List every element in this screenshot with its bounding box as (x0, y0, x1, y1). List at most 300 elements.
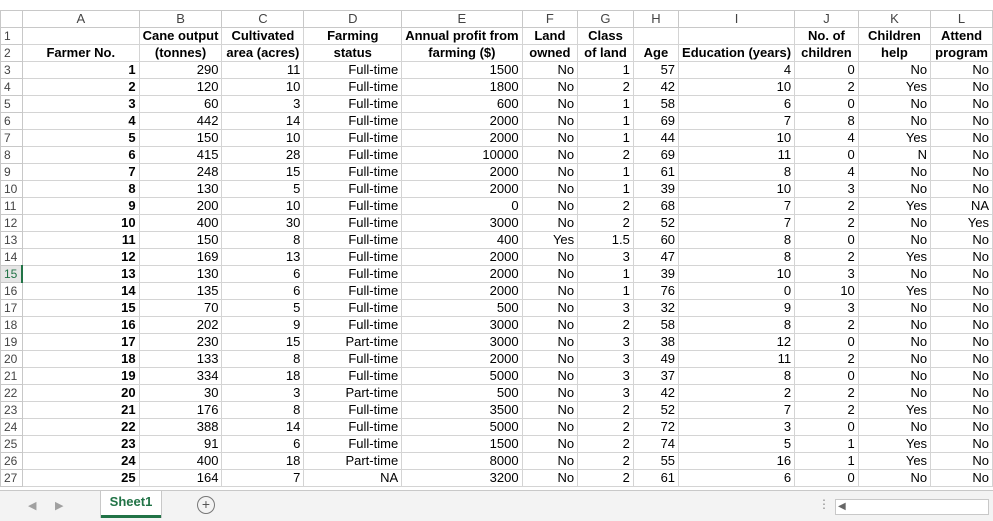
add-sheet-icon[interactable]: + (197, 496, 215, 514)
row-header[interactable]: 19 (1, 334, 23, 351)
cell[interactable]: 6 (222, 266, 304, 283)
cell[interactable]: 7 (679, 215, 795, 232)
cell[interactable]: 2 (578, 147, 634, 164)
row-header[interactable]: 2 (1, 45, 23, 62)
cell[interactable]: No (858, 164, 930, 181)
cell[interactable]: 169 (139, 249, 222, 266)
row-header[interactable]: 11 (1, 198, 23, 215)
cell[interactable]: 0 (795, 62, 859, 79)
row-header[interactable]: 20 (1, 351, 23, 368)
cell[interactable]: 28 (222, 147, 304, 164)
cell[interactable]: 2 (795, 215, 859, 232)
cell[interactable]: 10 (679, 130, 795, 147)
cell[interactable]: 14 (222, 419, 304, 436)
cell[interactable]: 8 (679, 164, 795, 181)
column-header-b[interactable]: B (139, 11, 222, 28)
row-header[interactable]: 24 (1, 419, 23, 436)
row-header[interactable]: 16 (1, 283, 23, 300)
cell[interactable]: 42 (633, 385, 678, 402)
cell[interactable]: 2 (795, 402, 859, 419)
cell[interactable]: No (931, 419, 993, 436)
cell[interactable]: 7 (679, 402, 795, 419)
cell[interactable]: 18 (22, 351, 139, 368)
cell[interactable]: 11 (679, 147, 795, 164)
cell[interactable]: 7 (22, 164, 139, 181)
horizontal-scrollbar[interactable] (835, 499, 989, 515)
cell[interactable]: 30 (139, 385, 222, 402)
cell[interactable]: 1.5 (578, 232, 634, 249)
cell[interactable]: 15 (222, 164, 304, 181)
cell[interactable]: 2 (578, 470, 634, 487)
row-header[interactable]: 14 (1, 249, 23, 266)
cell[interactable]: No (522, 215, 578, 232)
row-header[interactable]: 15 (1, 266, 23, 283)
cell[interactable]: 6 (222, 283, 304, 300)
cell[interactable]: 57 (633, 62, 678, 79)
cell[interactable]: 2000 (402, 130, 522, 147)
select-all-corner[interactable] (1, 11, 23, 28)
cell[interactable]: Full-time (304, 283, 402, 300)
cell[interactable]: 2 (578, 317, 634, 334)
more-options-icon[interactable]: ⋮ (818, 497, 830, 511)
row-header[interactable]: 10 (1, 181, 23, 198)
cell[interactable]: 5 (222, 300, 304, 317)
cell[interactable]: 14 (22, 283, 139, 300)
cell[interactable]: 200 (139, 198, 222, 215)
row-header[interactable]: 3 (1, 62, 23, 79)
cell[interactable]: 69 (633, 113, 678, 130)
cell[interactable]: 1 (578, 181, 634, 198)
cell[interactable]: 1 (795, 436, 859, 453)
cell[interactable]: 2000 (402, 351, 522, 368)
column-header-f[interactable]: F (522, 11, 578, 28)
cell[interactable]: 3 (578, 351, 634, 368)
column-title-cell[interactable]: Age (633, 45, 678, 62)
row-header[interactable]: 23 (1, 402, 23, 419)
cell[interactable]: 16 (22, 317, 139, 334)
cell[interactable]: 60 (139, 96, 222, 113)
cell[interactable]: No (522, 453, 578, 470)
cell[interactable]: No (522, 419, 578, 436)
cell[interactable]: 500 (402, 385, 522, 402)
cell[interactable]: No (931, 385, 993, 402)
cell[interactable]: 2000 (402, 266, 522, 283)
column-header-h[interactable]: H (633, 11, 678, 28)
next-sheet-icon[interactable]: ▶ (55, 500, 64, 512)
cell[interactable]: 2000 (402, 181, 522, 198)
cell[interactable]: NA (304, 470, 402, 487)
cell[interactable]: No (522, 164, 578, 181)
cell[interactable]: 11 (222, 62, 304, 79)
row-header[interactable]: 17 (1, 300, 23, 317)
cell[interactable]: No (931, 96, 993, 113)
cell[interactable]: Full-time (304, 181, 402, 198)
cell[interactable]: Yes (858, 130, 930, 147)
cell[interactable]: 47 (633, 249, 678, 266)
cell[interactable]: 0 (402, 198, 522, 215)
cell[interactable]: Full-time (304, 79, 402, 96)
cell[interactable]: No (931, 249, 993, 266)
cell[interactable]: 15 (222, 334, 304, 351)
cell[interactable]: 1 (578, 283, 634, 300)
cell[interactable]: 500 (402, 300, 522, 317)
cell[interactable]: No (858, 96, 930, 113)
cell[interactable]: 4 (795, 130, 859, 147)
cell[interactable]: 10 (679, 79, 795, 96)
column-header-e[interactable]: E (402, 11, 522, 28)
cell[interactable]: 4 (795, 164, 859, 181)
cell[interactable]: 22 (22, 419, 139, 436)
cell[interactable]: No (931, 334, 993, 351)
cell[interactable]: No (522, 79, 578, 96)
cell[interactable]: 19 (22, 368, 139, 385)
cell[interactable]: 150 (139, 232, 222, 249)
cell[interactable]: 3 (679, 419, 795, 436)
cell[interactable]: 61 (633, 164, 678, 181)
cell[interactable]: No (931, 266, 993, 283)
cell[interactable]: 3 (578, 368, 634, 385)
row-header[interactable]: 22 (1, 385, 23, 402)
column-header-j[interactable]: J (795, 11, 859, 28)
cell[interactable]: 25 (22, 470, 139, 487)
cell[interactable]: No (858, 181, 930, 198)
cell[interactable]: 0 (795, 147, 859, 164)
cell[interactable]: 24 (22, 453, 139, 470)
cell[interactable]: No (931, 62, 993, 79)
cell[interactable]: 1 (578, 164, 634, 181)
cell[interactable]: 18 (222, 453, 304, 470)
cell[interactable]: 17 (22, 334, 139, 351)
cell[interactable]: Full-time (304, 198, 402, 215)
cell[interactable]: 2 (578, 215, 634, 232)
cell[interactable]: Full-time (304, 249, 402, 266)
cell[interactable]: No (522, 334, 578, 351)
cell[interactable]: N (858, 147, 930, 164)
cell[interactable]: No (931, 300, 993, 317)
cell[interactable]: 8 (22, 181, 139, 198)
cell[interactable]: No (931, 317, 993, 334)
cell[interactable]: 69 (633, 147, 678, 164)
cell[interactable]: 3000 (402, 215, 522, 232)
cell[interactable]: 1 (22, 62, 139, 79)
cell[interactable]: 164 (139, 470, 222, 487)
cell[interactable]: Yes (858, 402, 930, 419)
cell[interactable]: 1500 (402, 62, 522, 79)
row-header[interactable]: 18 (1, 317, 23, 334)
cell[interactable]: 0 (795, 419, 859, 436)
cell[interactable]: No (522, 300, 578, 317)
cell[interactable]: 6 (679, 470, 795, 487)
cell[interactable]: 37 (633, 368, 678, 385)
cell[interactable]: Yes (931, 215, 993, 232)
cell[interactable]: 76 (633, 283, 678, 300)
cell[interactable]: 5 (679, 436, 795, 453)
cell[interactable]: 70 (139, 300, 222, 317)
cell[interactable]: 91 (139, 436, 222, 453)
column-title-cell[interactable]: owned (522, 45, 578, 62)
cell[interactable]: No (522, 368, 578, 385)
cell[interactable]: No (931, 283, 993, 300)
cell[interactable]: 5000 (402, 368, 522, 385)
cell[interactable]: 68 (633, 198, 678, 215)
cell[interactable]: 12 (22, 249, 139, 266)
cell[interactable]: No (931, 181, 993, 198)
cell[interactable]: 58 (633, 96, 678, 113)
cell[interactable]: 415 (139, 147, 222, 164)
cell[interactable]: 10 (679, 266, 795, 283)
cell[interactable]: 2 (578, 419, 634, 436)
cell[interactable]: 14 (222, 113, 304, 130)
cell[interactable]: No (522, 249, 578, 266)
cell[interactable]: NA (931, 198, 993, 215)
cell[interactable]: 334 (139, 368, 222, 385)
column-header-k[interactable]: K (858, 11, 930, 28)
cell[interactable]: 3 (22, 96, 139, 113)
cell[interactable]: 2000 (402, 283, 522, 300)
cell[interactable]: No (522, 470, 578, 487)
cell[interactable]: 2000 (402, 249, 522, 266)
cell[interactable]: Full-time (304, 232, 402, 249)
cell[interactable]: No (522, 147, 578, 164)
cell[interactable]: No (858, 470, 930, 487)
cell[interactable]: 3500 (402, 402, 522, 419)
cell[interactable]: 2000 (402, 164, 522, 181)
cell[interactable]: No (522, 198, 578, 215)
column-title-cell[interactable] (679, 28, 795, 45)
cell[interactable]: 3 (578, 334, 634, 351)
column-title-cell[interactable]: status (304, 45, 402, 62)
cell[interactable]: Full-time (304, 96, 402, 113)
cell[interactable]: 3 (795, 266, 859, 283)
cell[interactable]: 0 (795, 334, 859, 351)
cell[interactable]: 8 (679, 232, 795, 249)
cell[interactable]: 2 (795, 249, 859, 266)
row-header[interactable]: 8 (1, 147, 23, 164)
cell[interactable]: Yes (858, 436, 930, 453)
cell[interactable]: 10000 (402, 147, 522, 164)
column-header-c[interactable]: C (222, 11, 304, 28)
cell[interactable]: 176 (139, 402, 222, 419)
cell[interactable]: 1 (578, 130, 634, 147)
cell[interactable]: 3 (795, 181, 859, 198)
cell[interactable]: No (931, 113, 993, 130)
cell[interactable]: 49 (633, 351, 678, 368)
cell[interactable]: 2 (795, 79, 859, 96)
cell[interactable]: 2 (578, 436, 634, 453)
cell[interactable]: Full-time (304, 113, 402, 130)
cell[interactable]: Full-time (304, 215, 402, 232)
cell[interactable]: Full-time (304, 164, 402, 181)
cell[interactable]: No (858, 113, 930, 130)
scroll-left-icon[interactable]: ◀ (838, 501, 846, 512)
cell[interactable]: No (858, 351, 930, 368)
cell[interactable]: No (522, 266, 578, 283)
cell[interactable]: 3 (578, 300, 634, 317)
column-header-l[interactable]: L (931, 11, 993, 28)
cell[interactable]: 130 (139, 181, 222, 198)
cell[interactable]: Yes (522, 232, 578, 249)
cell[interactable]: 2 (578, 453, 634, 470)
cell[interactable]: 5 (22, 130, 139, 147)
column-title-cell[interactable]: (tonnes) (139, 45, 222, 62)
cell[interactable]: 44 (633, 130, 678, 147)
column-header-i[interactable]: I (679, 11, 795, 28)
cell[interactable]: Full-time (304, 266, 402, 283)
cell[interactable]: 8 (795, 113, 859, 130)
cell[interactable]: 600 (402, 96, 522, 113)
cell[interactable]: Full-time (304, 402, 402, 419)
cell[interactable]: 3000 (402, 334, 522, 351)
cell[interactable]: 10 (795, 283, 859, 300)
cell[interactable]: No (931, 470, 993, 487)
cell[interactable]: No (931, 402, 993, 419)
column-title-cell[interactable]: of land (578, 45, 634, 62)
cell[interactable]: 16 (679, 453, 795, 470)
cell[interactable]: 135 (139, 283, 222, 300)
column-title-cell[interactable]: help (858, 45, 930, 62)
cell[interactable]: 3 (222, 96, 304, 113)
cell[interactable]: No (522, 181, 578, 198)
column-title-cell[interactable]: Annual profit from (402, 28, 522, 45)
column-title-cell[interactable]: program (931, 45, 993, 62)
cell[interactable]: No (858, 385, 930, 402)
cell[interactable]: No (522, 317, 578, 334)
cell[interactable]: 3000 (402, 317, 522, 334)
cell[interactable]: No (858, 266, 930, 283)
cell[interactable]: 11 (22, 232, 139, 249)
cell[interactable]: 8 (679, 317, 795, 334)
prev-sheet-icon[interactable]: ◀ (28, 500, 37, 512)
cell[interactable]: 388 (139, 419, 222, 436)
column-title-cell[interactable]: Attend (931, 28, 993, 45)
cell[interactable]: 4 (679, 62, 795, 79)
cell[interactable]: No (858, 334, 930, 351)
cell[interactable]: 2 (795, 351, 859, 368)
cell[interactable]: 400 (402, 232, 522, 249)
cell[interactable]: 2 (679, 385, 795, 402)
row-header[interactable]: 12 (1, 215, 23, 232)
cell[interactable]: 74 (633, 436, 678, 453)
cell[interactable]: No (522, 385, 578, 402)
cell[interactable]: No (931, 79, 993, 96)
cell[interactable]: Full-time (304, 317, 402, 334)
column-title-cell[interactable]: area (acres) (222, 45, 304, 62)
cell[interactable]: 39 (633, 181, 678, 198)
row-header[interactable]: 1 (1, 28, 23, 45)
cell[interactable]: 39 (633, 266, 678, 283)
column-title-cell[interactable]: children (795, 45, 859, 62)
cell[interactable]: Full-time (304, 436, 402, 453)
cell[interactable]: 8 (679, 368, 795, 385)
cell[interactable]: 0 (795, 232, 859, 249)
cell[interactable]: 2 (578, 79, 634, 96)
cell[interactable]: 1 (578, 62, 634, 79)
row-header[interactable]: 25 (1, 436, 23, 453)
cell[interactable]: No (931, 453, 993, 470)
cell[interactable]: 400 (139, 453, 222, 470)
cell[interactable]: Full-time (304, 130, 402, 147)
cell[interactable]: 130 (139, 266, 222, 283)
cell[interactable]: Yes (858, 453, 930, 470)
cell[interactable]: 30 (222, 215, 304, 232)
cell[interactable]: No (858, 368, 930, 385)
cell[interactable]: 8 (222, 351, 304, 368)
cell[interactable]: 1 (578, 266, 634, 283)
cell[interactable]: 2 (795, 385, 859, 402)
cell[interactable]: 2 (578, 402, 634, 419)
cell[interactable]: 2 (795, 198, 859, 215)
cell[interactable]: Part-time (304, 385, 402, 402)
cell[interactable]: 61 (633, 470, 678, 487)
cell[interactable]: 8 (222, 232, 304, 249)
cell[interactable]: 23 (22, 436, 139, 453)
row-header[interactable]: 21 (1, 368, 23, 385)
cell[interactable]: 8 (222, 402, 304, 419)
cell[interactable]: 3 (578, 385, 634, 402)
cell[interactable]: Yes (858, 198, 930, 215)
cell[interactable]: No (931, 368, 993, 385)
cell[interactable]: Full-time (304, 351, 402, 368)
cell[interactable]: 2 (22, 79, 139, 96)
cell[interactable]: 3200 (402, 470, 522, 487)
cell[interactable]: Part-time (304, 334, 402, 351)
cell[interactable]: 0 (795, 368, 859, 385)
cell[interactable]: No (522, 351, 578, 368)
column-title-cell[interactable]: Children (858, 28, 930, 45)
cell[interactable]: No (522, 96, 578, 113)
column-title-cell[interactable] (22, 28, 139, 45)
cell[interactable]: No (522, 283, 578, 300)
cell[interactable]: 1 (578, 113, 634, 130)
cell[interactable]: 9 (22, 198, 139, 215)
cell[interactable]: 230 (139, 334, 222, 351)
cell[interactable]: 2000 (402, 113, 522, 130)
column-header-d[interactable]: D (304, 11, 402, 28)
column-title-cell[interactable]: Farming (304, 28, 402, 45)
cell[interactable]: 10 (22, 215, 139, 232)
cell[interactable]: 55 (633, 453, 678, 470)
cell[interactable]: No (522, 402, 578, 419)
cell[interactable]: Yes (858, 79, 930, 96)
cell[interactable]: 1500 (402, 436, 522, 453)
cell[interactable]: No (858, 232, 930, 249)
column-title-cell[interactable]: Cane output (139, 28, 222, 45)
cell[interactable]: 1800 (402, 79, 522, 96)
cell[interactable]: 18 (222, 368, 304, 385)
cell[interactable]: 4 (22, 113, 139, 130)
cell[interactable]: No (522, 436, 578, 453)
cell[interactable]: 202 (139, 317, 222, 334)
cell[interactable]: 7 (679, 198, 795, 215)
row-header[interactable]: 4 (1, 79, 23, 96)
cell[interactable]: 72 (633, 419, 678, 436)
cell[interactable]: Full-time (304, 147, 402, 164)
cell[interactable]: 9 (679, 300, 795, 317)
cell[interactable]: 7 (679, 113, 795, 130)
column-header-a[interactable]: A (22, 11, 139, 28)
cell[interactable]: No (522, 130, 578, 147)
cell[interactable]: 442 (139, 113, 222, 130)
column-title-cell[interactable]: farming ($) (402, 45, 522, 62)
cell[interactable]: Yes (858, 283, 930, 300)
cell[interactable]: No (858, 419, 930, 436)
cell[interactable]: Yes (858, 249, 930, 266)
cell[interactable]: 133 (139, 351, 222, 368)
cell[interactable]: 10 (222, 79, 304, 96)
cell[interactable]: 8 (679, 249, 795, 266)
cell[interactable]: 3 (222, 385, 304, 402)
sheet-tab[interactable]: Sheet1 (101, 491, 161, 518)
